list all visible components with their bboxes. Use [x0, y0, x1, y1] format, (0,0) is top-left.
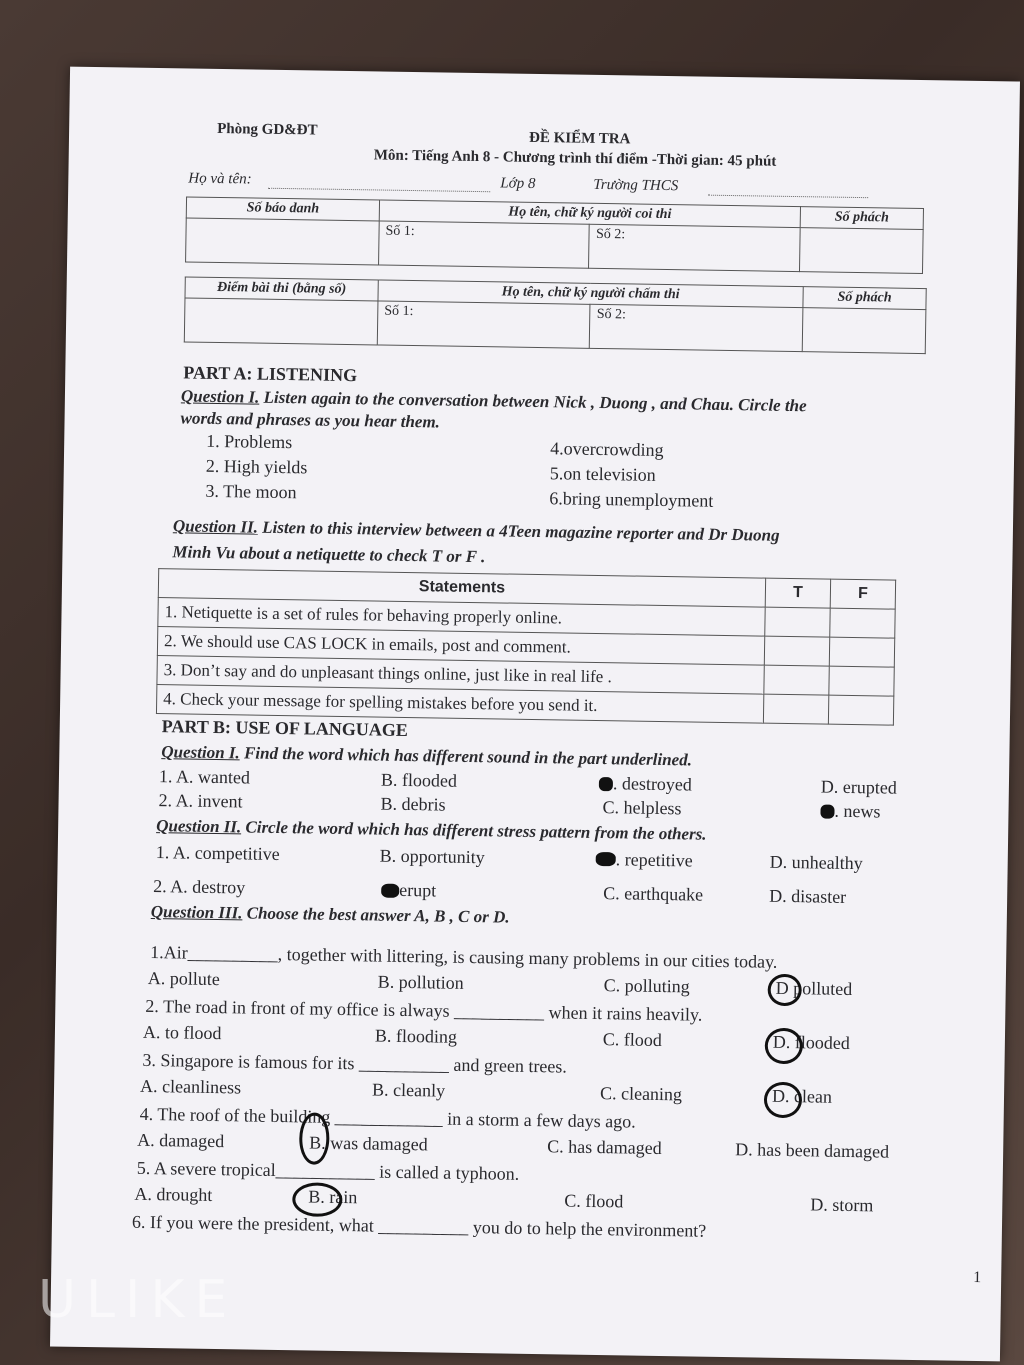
ink-mark [599, 777, 613, 791]
list-item: 6.bring unemployment [549, 488, 714, 511]
grader-header: Họ tên, chữ ký người chấm thi [378, 280, 803, 308]
part-a-q1-label: Question I. [180, 386, 260, 407]
score-header: Điểm bài thi (bằng số) [185, 277, 378, 301]
ink-mark [820, 804, 834, 818]
question-stem: 6. If you were the president, what __________ you do to help the environment? [131, 1211, 707, 1241]
school-line [708, 195, 868, 199]
option: . destroyed [612, 773, 693, 795]
false-cell[interactable] [830, 608, 895, 638]
option: D. erupted [820, 776, 898, 798]
option: C. polluting [603, 975, 690, 997]
answer-circle [299, 1112, 330, 1164]
option: D. clean [771, 1085, 833, 1107]
exam-paper [50, 67, 1020, 1362]
part-a-q2-label: Question II. [172, 516, 259, 537]
page-number: 1 [973, 1268, 982, 1287]
option: C. cleaning [599, 1083, 683, 1105]
list-item: 5.on television [549, 463, 656, 485]
option: D. unhealthy [769, 851, 863, 874]
list-item: 4.overcrowding [550, 438, 664, 460]
option: B. flooding [374, 1025, 458, 1047]
question-stem: 1.Air__________, together with littering, is causing many problems in our cities today. [150, 941, 778, 972]
part-b-q1 [161, 742, 692, 770]
option: . news [834, 800, 881, 822]
option: 1. A. wanted [158, 766, 251, 788]
so2-cell-2: Số 2: [590, 304, 803, 351]
part-b-q1-text: Find the word which has different sound in the part underlined. [243, 743, 693, 770]
option: A. pollute [147, 967, 220, 990]
true-cell[interactable] [764, 665, 829, 695]
option: 2. A. destroy [153, 876, 246, 898]
so2-cell: Số 2: [589, 224, 800, 271]
true-header: T [765, 578, 830, 608]
option: B. rain [308, 1186, 358, 1208]
ink-mark [381, 884, 399, 898]
phach-cell [799, 228, 923, 274]
option: 2. A. invent [158, 790, 243, 812]
option: 1. A. competitive [155, 842, 280, 865]
part-a-q2-text: Listen to this interview between a 4Teen magazine reporter and Dr Duong [262, 517, 780, 545]
question-stem: 2. The road in front of my office is always __________ when it rains heavily. [145, 995, 703, 1025]
sbd-cell [186, 218, 380, 265]
phach2-cell [802, 308, 926, 354]
question-stem: 3. Singapore is famous for its __________ and green trees. [142, 1049, 568, 1077]
part-a-title: PART A: LISTENING [183, 362, 358, 386]
proctor-box [185, 196, 924, 274]
statements-table [156, 568, 896, 726]
part-b-q3 [151, 902, 510, 928]
option: erupt [399, 879, 437, 901]
list-item: 1. Problems [206, 430, 293, 453]
option: D. flooded [772, 1031, 851, 1053]
option: D. storm [810, 1194, 874, 1216]
option: D. disaster [769, 885, 847, 907]
statement-text: 4. Check your message for spelling mistakes before you send it. [156, 685, 763, 724]
proctor-header: Họ tên, chữ ký người coi thi [379, 200, 800, 228]
statement-text: 3. Don’t say and do unpleasant things online, just like in real life . [157, 656, 764, 695]
part-a-q2-text2: Minh Vu about a netiquette to check T or F . [172, 542, 486, 567]
option: . repetitive [615, 849, 693, 871]
option: B. pollution [377, 971, 464, 993]
class-label: Lớp 8 [500, 175, 536, 192]
part-b-q1-label: Question I. [161, 742, 240, 763]
option: C. helpless [602, 797, 682, 819]
option: D polluted [775, 977, 853, 1000]
name-line [268, 188, 490, 192]
answer-circle [764, 1082, 803, 1119]
true-cell[interactable] [765, 607, 830, 637]
phach2-header: Số phách [803, 287, 926, 310]
part-b-q2 [156, 816, 707, 845]
list-item: 2. High yields [205, 455, 308, 478]
false-header: F [830, 579, 895, 609]
watermark: ULIKE [38, 1270, 238, 1330]
option: B. cleanly [371, 1079, 446, 1101]
grader-box [184, 276, 927, 354]
option: B. flooded [380, 769, 458, 791]
name-label: Họ và tên: [188, 170, 252, 188]
false-cell[interactable] [829, 637, 894, 667]
false-cell[interactable] [829, 666, 894, 696]
answer-circle [765, 1028, 804, 1065]
option: C. flood [564, 1190, 624, 1212]
so1-cell: Số 1: [379, 221, 590, 268]
option: C. earthquake [603, 883, 704, 905]
so1-cell-2: Số 1: [377, 301, 590, 348]
answer-circle [767, 974, 801, 1007]
false-cell[interactable] [828, 695, 893, 725]
part-b-q2-text: Circle the word which has different stress pattern from the others. [245, 817, 707, 844]
part-b-q2-label: Question II. [156, 816, 242, 837]
option: B. was damaged [309, 1132, 428, 1155]
part-b-q3-label: Question III. [150, 901, 243, 923]
question-stem: 5. A severe tropical___________ is called a typhoon. [136, 1157, 520, 1184]
part-b-title: PART B: USE OF LANGUAGE [161, 716, 408, 741]
office-label: Phòng GD&ĐT [217, 120, 318, 139]
phach-header: Số phách [800, 207, 923, 230]
sbd-header: Số báo danh [186, 197, 379, 221]
option: A. drought [134, 1183, 213, 1205]
option: A. cleanliness [139, 1075, 242, 1098]
true-cell[interactable] [763, 694, 828, 724]
part-a-q1-text: Listen again to the conversation between Nick , Duong , and Chau. Circle the [263, 387, 807, 416]
part-b-q3-text: Choose the best answer A, B , C or D. [246, 903, 510, 927]
exam-title: ĐỀ KIỂM TRA [528, 129, 631, 148]
answer-circle [292, 1182, 343, 1217]
option: B. debris [380, 793, 446, 815]
option: D. has been damaged [735, 1139, 890, 1162]
exam-subtitle: Môn: Tiếng Anh 8 - Chương trình thí điểm -Thời gian: 45 phút [373, 147, 777, 170]
statement-text: 2. We should use CAS LOCK in emails, post and comment. [157, 627, 764, 666]
question-stem: 4. The roof of the building ____________ in a storm a few days ago. [139, 1103, 636, 1132]
option: C. flood [602, 1029, 663, 1051]
score-cell [184, 298, 378, 345]
option: A. damaged [137, 1129, 225, 1152]
school-label: Trường THCS [593, 176, 679, 195]
statements-header: Statements [158, 569, 765, 608]
option: C. has damaged [547, 1136, 662, 1159]
true-cell[interactable] [764, 636, 829, 666]
option: A. to flood [142, 1021, 222, 1044]
part-a-q1-text2: words and phrases as you hear them. [180, 408, 441, 432]
statement-text: 1. Netiquette is a set of rules for behaving properly online. [158, 598, 765, 637]
list-item: 3. The moon [205, 480, 297, 503]
ink-mark [596, 852, 616, 866]
option: B. opportunity [379, 845, 485, 868]
part-a-q2 [173, 516, 780, 546]
